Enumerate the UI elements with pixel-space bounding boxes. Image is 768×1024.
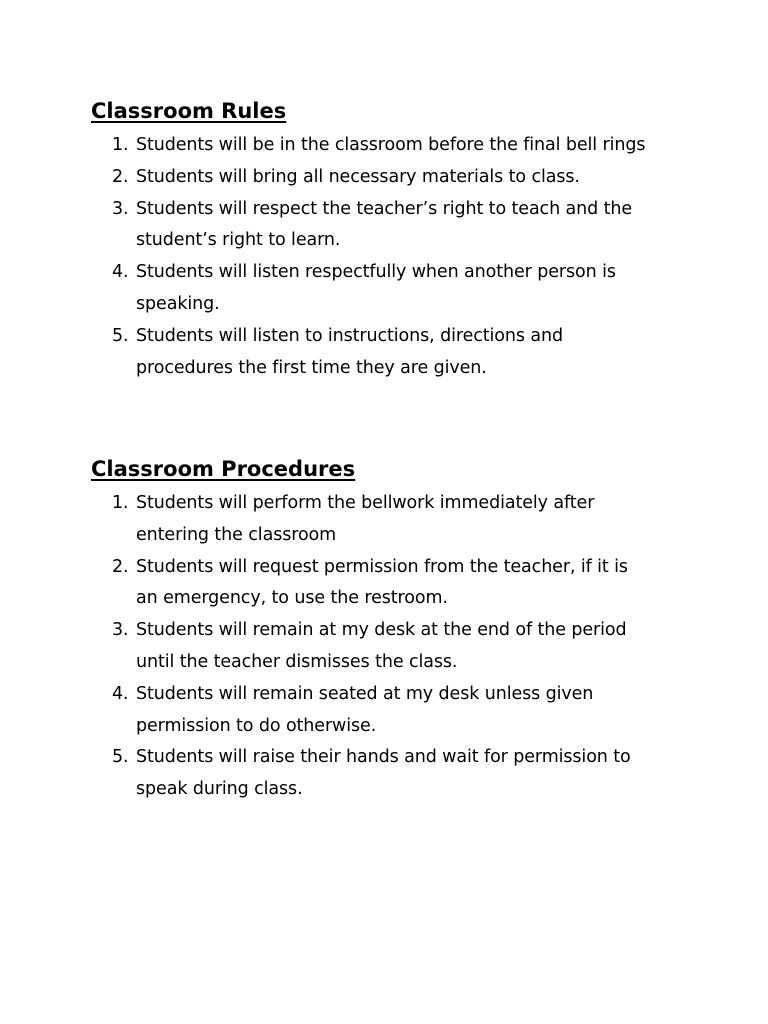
rule-number: 5. xyxy=(112,325,129,346)
procedure-item xyxy=(91,488,711,552)
procedure-text xyxy=(136,488,711,552)
procedure-item xyxy=(91,552,711,616)
procedure-text-line: speak during class. xyxy=(136,779,303,800)
procedure-text xyxy=(136,679,711,743)
procedure-item xyxy=(91,742,711,806)
procedure-text xyxy=(136,552,711,616)
rule-text-line: Students will bring all necessary materials to class. xyxy=(136,166,580,187)
rule-text xyxy=(136,130,711,162)
rules-list xyxy=(91,130,711,384)
procedure-number: 2. xyxy=(112,556,129,577)
rule-text xyxy=(136,194,711,258)
rule-text-line: Students will listen respectfully when another person is xyxy=(136,262,616,283)
rule-text xyxy=(136,162,711,194)
rule-text-line: Students will listen to instructions, directions and xyxy=(136,325,563,346)
rule-item xyxy=(91,162,711,194)
rule-text-line: Students will be in the classroom before the final bell rings xyxy=(136,135,646,155)
rule-text xyxy=(136,257,711,321)
rule-item xyxy=(91,194,711,258)
procedures-heading: Classroom Procedures xyxy=(91,457,356,481)
procedure-number: 1. xyxy=(112,493,129,513)
rule-item xyxy=(91,257,711,321)
procedure-text xyxy=(136,615,711,679)
rule-number: 4. xyxy=(112,262,129,283)
procedure-item xyxy=(91,679,711,743)
procedure-number: 3. xyxy=(112,620,129,641)
procedure-text-line: permission to do otherwise. xyxy=(136,715,377,736)
procedures-section xyxy=(91,454,711,806)
procedure-item xyxy=(91,615,711,679)
procedure-text-line: Students will raise their hands and wait for permission to xyxy=(136,747,631,768)
procedure-text-line: until the teacher dismisses the class. xyxy=(136,651,458,672)
procedure-text-line: Students will request permission from the teacher, if it is xyxy=(136,556,628,577)
procedure-text-line: Students will remain seated at my desk unless given xyxy=(136,683,594,704)
rule-item xyxy=(91,321,711,385)
procedures-list xyxy=(91,488,711,806)
procedure-number: 4. xyxy=(112,683,129,704)
procedure-text-line: an emergency, to use the restroom. xyxy=(136,588,448,609)
procedure-number: 5. xyxy=(112,747,129,768)
procedure-text-line: Students will remain at my desk at the end of the period xyxy=(136,620,627,641)
rule-number: 1. xyxy=(112,135,129,155)
rule-text-line: speaking. xyxy=(136,293,220,314)
rule-number: 3. xyxy=(112,198,129,219)
rule-number: 2. xyxy=(112,166,129,187)
rule-item xyxy=(91,130,711,162)
rule-text-line: student’s right to learn. xyxy=(136,230,341,251)
procedure-text xyxy=(136,742,711,806)
procedure-text-line: entering the classroom xyxy=(136,524,337,545)
rules-section xyxy=(91,96,711,384)
rule-text xyxy=(136,321,711,385)
rule-text-line: procedures the first time they are given. xyxy=(136,357,487,378)
procedure-text-line: Students will perform the bellwork immediately after xyxy=(136,493,595,513)
rule-text-line: Students will respect the teacher’s right to teach and the xyxy=(136,198,633,219)
rules-heading: Classroom Rules xyxy=(91,99,287,123)
